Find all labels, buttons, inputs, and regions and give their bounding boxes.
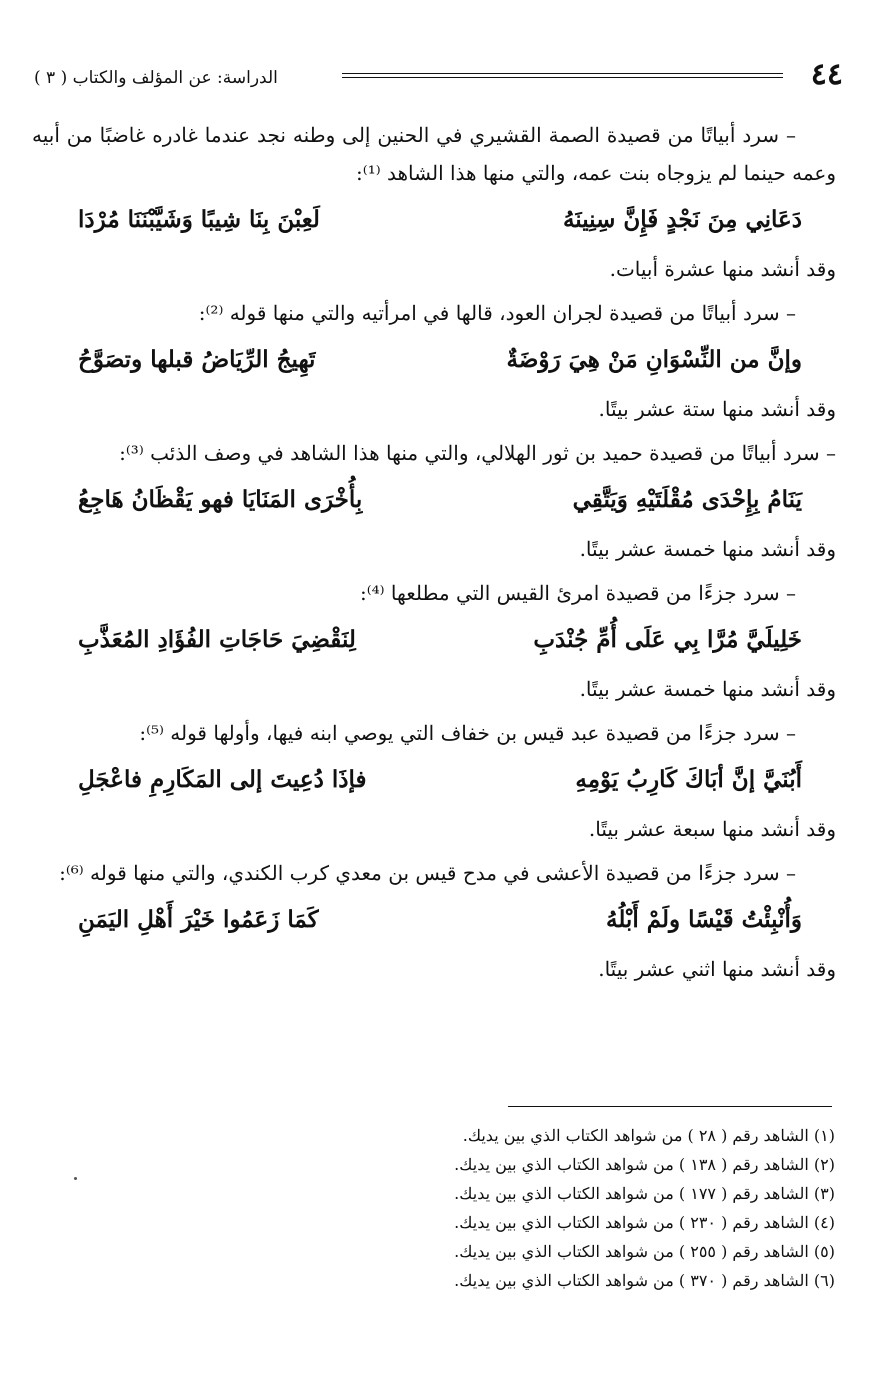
footnote-4: (٤) الشاهد رقم ( ٢٣٠ ) من شواهد الكتاب الذي بين يديك.	[454, 1213, 835, 1232]
footnote-6: (٦) الشاهد رقم ( ٣٧٠ ) من شواهد الكتاب الذي بين يديك.	[454, 1271, 835, 1290]
footnotes	[295, 1121, 835, 1295]
verse-first-hemistich: خَلِيلَيَّ مُرَّا بِي عَلَى أُمِّ جُنْدَبِ	[533, 626, 802, 653]
verse-first-hemistich: وَأُنْبِئْتُ قَيْسًا ولَمْ أَبْلُهُ	[605, 906, 802, 933]
entry-intro: – سرد جزءًا من قصيدة امرئ القيس التي مطلعها ⁽⁴⁾:	[359, 581, 796, 605]
verse-first-hemistich: يَنَامُ بِإِحْدَى مُقْلَتَيْهِ وَيَتَّقِي	[572, 486, 802, 513]
scan-speck	[74, 1177, 77, 1180]
verse-second-hemistich: كَمَا زَعَمُوا خَيْرَ أَهْلِ اليَمَنِ	[78, 906, 319, 933]
entry-closing: وقد أنشد منها سبعة عشر بيتًا.	[588, 817, 836, 841]
poem-entry-3	[32, 434, 836, 568]
entry-intro: – سرد جزءًا من قصيدة عبد قيس بن خفاف التي يوصي ابنه فيها، وأولها قوله ⁽⁵⁾:	[139, 721, 796, 745]
poem-entry-1	[32, 116, 836, 288]
entry-closing: وقد أنشد منها ستة عشر بيتًا.	[598, 397, 836, 421]
poem-entry-6	[32, 854, 836, 988]
entry-intro: – سرد أبياتًا من قصيدة لجران العود، قالها في امرأتيه والتي منها قوله ⁽²⁾:	[198, 301, 796, 325]
verse-second-hemistich: لَعِبْنَ بِنَا شِيبًا وَشَيَّبْنَنَا مُرْدَا	[78, 206, 320, 233]
poem-entry-5	[32, 714, 836, 848]
poem-entry-4	[32, 574, 836, 708]
verse-line	[32, 752, 836, 810]
main-text	[32, 116, 836, 994]
footnote-3: (٣) الشاهد رقم ( ١٧٧ ) من شواهد الكتاب الذي بين يديك.	[454, 1184, 835, 1203]
poem-entry-2	[32, 294, 836, 428]
verse-line	[32, 612, 836, 670]
entry-closing: وقد أنشد منها اثني عشر بيتًا.	[598, 957, 836, 981]
footnote-5: (٥) الشاهد رقم ( ٢٥٥ ) من شواهد الكتاب الذي بين يديك.	[454, 1242, 835, 1261]
verse-line	[32, 332, 836, 390]
verse-line	[32, 472, 836, 530]
entry-closing: وقد أنشد منها عشرة أبيات.	[609, 257, 836, 281]
verse-second-hemistich: لِنَقْضِيَ حَاجَاتِ الفُؤَادِ المُعَذَّبِ	[78, 626, 356, 653]
verse-line	[32, 192, 836, 250]
verse-line	[32, 892, 836, 950]
footnote-1: (١) الشاهد رقم ( ٢٨ ) من شواهد الكتاب الذي بين يديك.	[462, 1126, 835, 1145]
entry-closing: وقد أنشد منها خمسة عشر بيتًا.	[579, 537, 836, 561]
page-number: ٤٤	[810, 57, 843, 92]
verse-second-hemistich: بِأُخْرَى المَنَايَا فهو يَقْظَانُ هَاجِعُ	[78, 486, 363, 513]
header-double-rule	[342, 73, 783, 78]
verse-first-hemistich: أَبُنَيَّ إنَّ أبَاكَ كَارِبُ يَوْمِهِ	[575, 766, 802, 793]
verse-first-hemistich: وإنَّ من النِّسْوَانِ مَنْ هِيَ رَوْضَةٌ	[506, 346, 802, 373]
verse-second-hemistich: تَهِيجُ الرِّيَاضُ قبلها وتصَوَّحُ	[78, 346, 316, 373]
running-header	[30, 57, 861, 96]
entry-intro: – سرد جزءًا من قصيدة الأعشى في مدح قيس بن معدي كرب الكندي، والتي منها قوله ⁽⁶⁾:	[59, 861, 796, 885]
verse-first-hemistich: دَعَانِي مِنَ نَجْدٍ فَإِنَّ سِنِينَهُ	[562, 206, 802, 233]
footnote-separator	[508, 1106, 832, 1107]
footnote-2: (٢) الشاهد رقم ( ١٣٨ ) من شواهد الكتاب الذي بين يديك.	[454, 1155, 835, 1174]
entry-intro: – سرد أبياتًا من قصيدة حميد بن ثور الهلالي، والتي منها هذا الشاهد في وصف الذئب ⁽³⁾:	[119, 441, 836, 465]
running-title: الدراسة: عن المؤلف والكتاب ( ٣ )	[34, 68, 278, 88]
entry-intro: – سرد أبياتًا من قصيدة الصمة القشيري في الحنين إلى وطنه نجد عندما غادره غاضبًا من أبيه وعمه حينما لم يزوجاه بنت عمه، والتي منها هذا الشاهد ⁽¹⁾:	[32, 123, 836, 185]
entry-closing: وقد أنشد منها خمسة عشر بيتًا.	[579, 677, 836, 701]
verse-second-hemistich: فإذَا دُعِيتَ إلى المَكَارِمِ فاعْجَلِ	[78, 766, 367, 793]
